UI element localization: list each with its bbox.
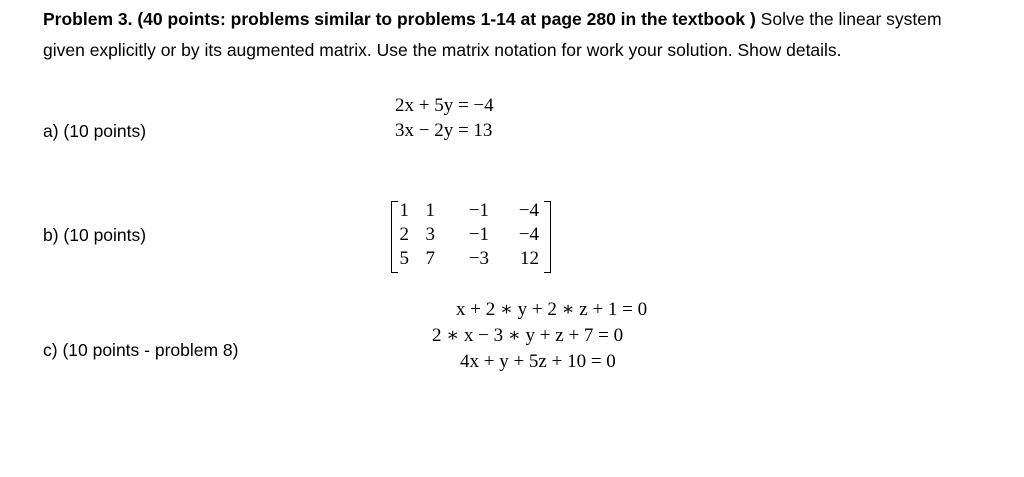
- part-a-equations: [395, 93, 494, 143]
- matrix-cell: −4: [518, 224, 539, 245]
- part-c-equation-3: 4x + y + 5z + 10 = 0: [460, 351, 616, 372]
- matrix-cell: 7: [425, 248, 435, 269]
- matrix-cell: 1: [425, 200, 435, 221]
- part-a-equation-2: 3x − 2y = 13: [395, 120, 493, 141]
- matrix-right-bracket: [544, 201, 551, 273]
- part-c-label: c) (10 points - problem 8): [43, 340, 239, 360]
- matrix-cell: −1: [468, 200, 489, 221]
- problem-heading: Problem 3. (40 points: problems similar to problems 1-14 at page 280 in the textbook ): [43, 9, 756, 29]
- matrix-cell: −3: [468, 248, 489, 269]
- problem-instructions: Solve the linear system given explicitly or by its augmented matrix. Use the matrix notation for work your solution. Show details.: [43, 9, 942, 60]
- problem-statement: [43, 4, 983, 66]
- part-c-equation-2: 2 ∗ x − 3 ∗ y + z + 7 = 0: [432, 325, 624, 346]
- part-a-equation-1: 2x + 5y = −4: [395, 95, 494, 116]
- part-c-equation-1: x + 2 ∗ y + 2 ∗ z + 1 = 0: [456, 299, 648, 320]
- part-a-label: a) (10 points): [43, 121, 147, 141]
- matrix-cell: 12: [520, 248, 539, 269]
- matrix-cell: −1: [468, 224, 489, 245]
- augmented-matrix: [391, 199, 551, 274]
- matrix-cell: 5: [399, 248, 409, 269]
- matrix-cell: 3: [425, 224, 435, 245]
- matrix-cell: 1: [399, 200, 409, 221]
- matrix-cell: 2: [399, 224, 409, 245]
- part-b-label: b) (10 points): [43, 225, 147, 245]
- matrix-cell: −4: [518, 200, 539, 221]
